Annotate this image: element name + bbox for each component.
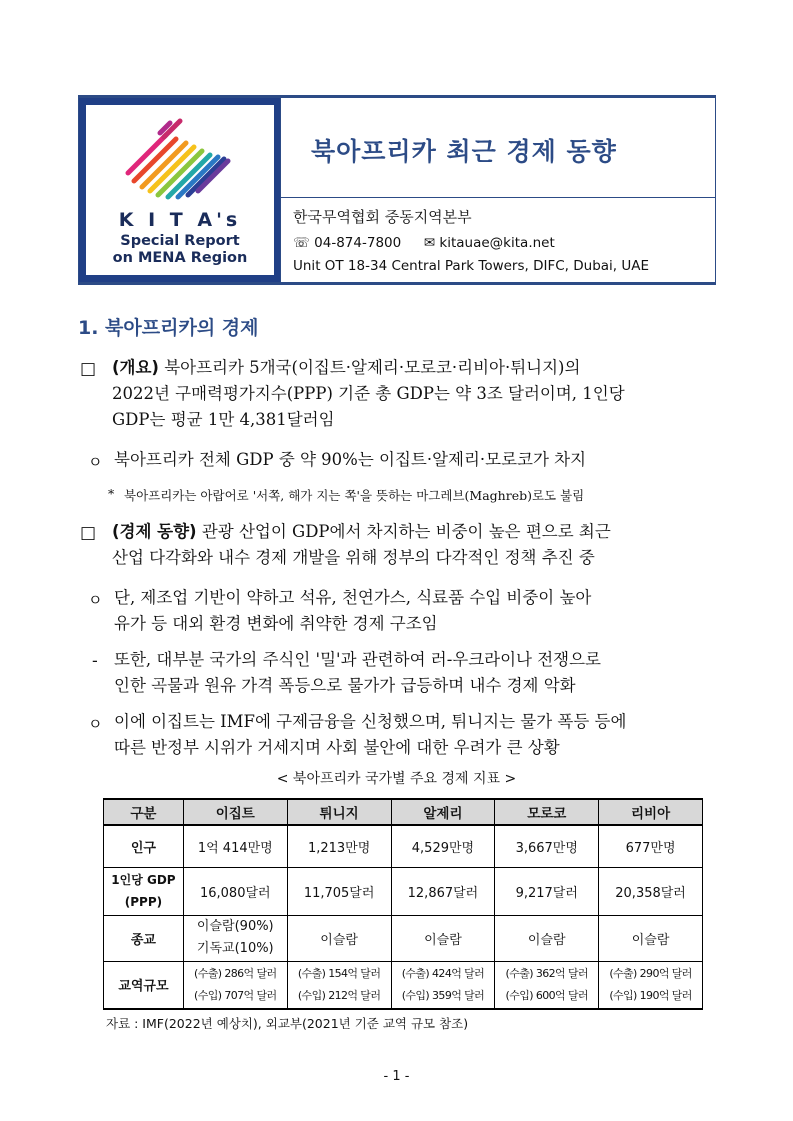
table-header-cell: 알제리 xyxy=(391,799,495,825)
circle-bullet: ㅇ xyxy=(88,591,103,609)
table-header-row xyxy=(104,799,703,825)
table-row xyxy=(104,825,703,867)
inflation-line-1: 또한, 대부분 국가의 주식인 '밀'과 관련하여 러-우크라이나 전쟁으로 xyxy=(114,650,601,669)
trade-export: (수출) 362억 달러 xyxy=(505,966,589,980)
table-cell xyxy=(599,961,703,1009)
imf-line-1: 이에 이집트는 IMF에 구제금융을 신청했으며, 튀니지는 물가 폭등 등에 xyxy=(114,712,627,731)
economic-trend-line-1: 관광 산업이 GDP에서 차지하는 비중이 높은 편으로 최근 xyxy=(196,522,611,541)
page-number: - 1 - xyxy=(383,1069,410,1084)
overview-paragraph xyxy=(112,355,625,433)
header-divider-vertical xyxy=(280,98,281,282)
table-cell: 16,080달러 xyxy=(183,867,287,915)
table-row xyxy=(104,867,703,915)
table-cell: 이슬람 xyxy=(391,915,495,961)
phone-number: ☏ 04-874-7800 xyxy=(293,235,402,251)
economic-trend-paragraph xyxy=(112,519,611,571)
kita-diamond-logo-icon xyxy=(120,111,240,207)
row-label-trade: 교역규모 xyxy=(104,961,184,1009)
table-header-cell: 리비아 xyxy=(599,799,703,825)
box-bullet: □ xyxy=(80,359,97,379)
inflation-line-2: 인한 곡물과 원유 가격 폭등으로 물가가 급등하며 내수 경제 악화 xyxy=(114,676,576,695)
economic-trend-label: (경제 동향) xyxy=(112,522,197,541)
table-header-cell: 튀니지 xyxy=(287,799,391,825)
table-cell: 이슬람 xyxy=(599,915,703,961)
table-cell xyxy=(495,961,599,1009)
table-cell: 12,867달러 xyxy=(391,867,495,915)
table-cell: 4,529만명 xyxy=(391,825,495,867)
overview-line-3: GDP는 평균 1만 4,381달러임 xyxy=(112,410,335,429)
logo-panel xyxy=(79,98,281,282)
table-cell xyxy=(183,961,287,1009)
table-cell xyxy=(183,915,287,961)
trade-export: (수출) 286억 달러 xyxy=(194,966,277,980)
trade-export: (수출) 424억 달러 xyxy=(401,966,485,980)
economic-indicators-table xyxy=(103,798,703,1010)
trade-export: (수출) 154억 달러 xyxy=(297,966,381,980)
imf-line-2: 따른 반정부 시위가 거세지며 사회 불안에 대한 우려가 큰 상황 xyxy=(114,738,560,757)
maghreb-note: 북아프리카는 아랍어로 '서쪽, 해가 지는 쪽'을 뜻하는 마그레브(Maghreb)로도 불림 xyxy=(124,488,585,503)
structure-line-2: 유가 등 대외 환경 변화에 취약한 경제 구조임 xyxy=(114,614,438,633)
table-cell: 1억 414만명 xyxy=(183,825,287,867)
inflation-paragraph xyxy=(114,647,601,699)
trade-import: (수입) 600억 달러 xyxy=(505,988,589,1002)
imf-paragraph xyxy=(114,709,626,761)
religion-egypt-line1: 이슬람(90%) xyxy=(196,919,274,934)
table-cell xyxy=(287,961,391,1009)
overview-line-2: 2022년 구매력평가지수(PPP) 기준 총 GDP는 약 3조 달러이며, 1인당 xyxy=(112,384,625,403)
trade-import: (수입) 359억 달러 xyxy=(401,988,485,1002)
table-cell: 677만명 xyxy=(599,825,703,867)
table-cell: 이슬람 xyxy=(495,915,599,961)
trade-export: (수출) 290억 달러 xyxy=(609,966,692,980)
gdp-share-text: 북아프리카 전체 GDP 중 약 90%는 이집트·알제리·모로코가 차지 xyxy=(114,450,587,469)
row-label-gdp-line2: (PPP) xyxy=(124,895,163,909)
table-cell: 9,217달러 xyxy=(495,867,599,915)
dash-bullet: - xyxy=(92,651,98,671)
table-cell: 이슬람 xyxy=(287,915,391,961)
economic-trend-line-2: 산업 다각화와 내수 경제 개발을 위해 정부의 다각적인 정책 추진 중 xyxy=(112,548,595,567)
header-divider-horizontal xyxy=(281,197,715,198)
circle-bullet: ㅇ xyxy=(88,715,103,733)
row-label-population: 인구 xyxy=(104,825,184,867)
structure-line-1: 단, 제조업 기반이 약하고 석유, 천연가스, 식료품 수입 비중이 높아 xyxy=(114,588,592,607)
circle-bullet: ㅇ xyxy=(88,453,103,471)
office-address: Unit OT 18-34 Central Park Towers, DIFC, Dubai, UAE xyxy=(293,258,650,274)
table-cell xyxy=(391,961,495,1009)
star-bullet: * xyxy=(108,486,115,501)
trade-import: (수입) 707억 달러 xyxy=(194,988,277,1002)
religion-egypt-line2: 기독교(10%) xyxy=(196,941,274,956)
row-label-gdp-line1: 1인당 GDP xyxy=(111,873,176,887)
report-header xyxy=(78,95,716,285)
table-caption: < 북아프리카 국가별 주요 경제 지표 > xyxy=(276,771,517,787)
box-bullet: □ xyxy=(80,523,97,543)
contact-line xyxy=(293,235,555,251)
trade-import: (수입) 190억 달러 xyxy=(609,988,692,1002)
trade-import: (수입) 212억 달러 xyxy=(297,988,381,1002)
table-cell: 3,667만명 xyxy=(495,825,599,867)
email-address[interactable]: ✉ kitauae@kita.net xyxy=(423,235,555,251)
section-title: 1. 북아프리카의 경제 xyxy=(78,317,259,339)
row-label-religion: 종교 xyxy=(104,915,184,961)
logo-inner xyxy=(86,105,274,275)
logo-mena-text: on MENA Region xyxy=(112,250,248,266)
logo-kita-text: K I T A's xyxy=(118,209,242,231)
row-label-gdp xyxy=(104,867,184,915)
table-cell: 11,705달러 xyxy=(287,867,391,915)
table-cell: 20,358달러 xyxy=(599,867,703,915)
report-title: 북아프리카 최근 경제 동향 xyxy=(311,137,617,166)
table-source-note: 자료 : IMF(2022년 예상치), 외교부(2021년 기준 교역 규모 참조) xyxy=(106,1016,469,1031)
overview-line-1: 북아프리카 5개국(이집트·알제리·모로코·리비아·튀니지)의 xyxy=(158,358,581,377)
table-header-cell: 이집트 xyxy=(183,799,287,825)
table-row xyxy=(104,915,703,961)
structure-paragraph xyxy=(114,585,591,637)
table-header-cell: 구분 xyxy=(104,799,184,825)
table-row xyxy=(104,961,703,1009)
table-header-cell: 모로코 xyxy=(495,799,599,825)
organization-name: 한국무역협회 중동지역본부 xyxy=(293,208,472,226)
overview-label: (개요) xyxy=(112,358,159,377)
logo-special-report-text: Special Report xyxy=(120,233,240,249)
table-cell: 1,213만명 xyxy=(287,825,391,867)
